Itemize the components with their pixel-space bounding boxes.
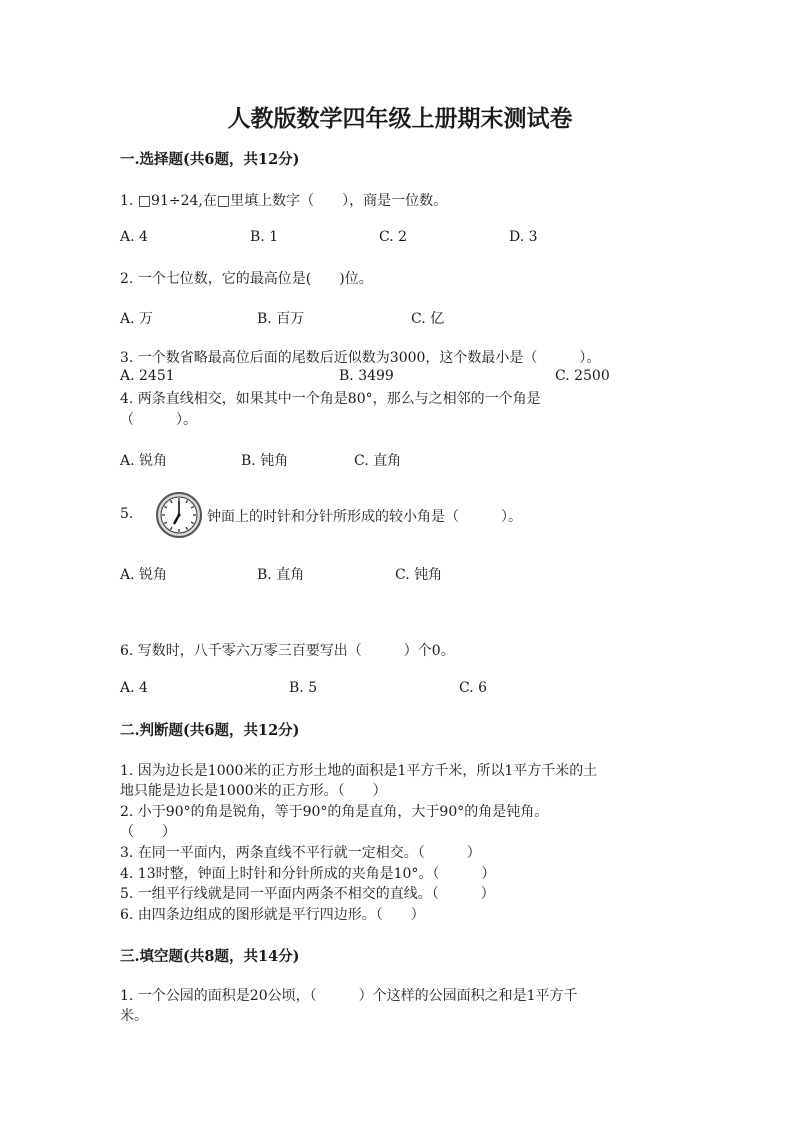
question-stem-continued: （ ）。 [120,412,197,428]
option: B. 百万 [257,311,305,327]
fill-item-continued: 米。 [120,1008,148,1024]
judge-item: 2. 小于90°的角是锐角，等于90°的角是直角，大于90°的角是钝角。 [120,804,549,820]
option: B. 5 [289,680,318,696]
judge-item: 1. 因为边长是1000米的正方形土地的面积是1平方千米，所以1平方千米的土 [120,763,598,779]
option: C. 2 [379,229,408,245]
option: A. 锐角 [120,453,168,469]
section-heading-judge: 二.判断题(共6题，共12分) [120,722,300,739]
section-heading-fill: 三.填空题(共8题，共14分) [120,948,300,965]
question-stem: 2. 一个七位数，它的最高位是( )位。 [120,271,373,287]
option: C. 亿 [411,311,445,327]
option: A. 2451 [120,368,175,384]
judge-item-continued: 地只能是边长是1000米的正方形。（ ） [120,783,387,799]
page-title: 人教版数学四年级上册期末测试卷 [227,105,573,132]
question-stem: 3. 一个数省略最高位后面的尾数后近似数为3000，这个数最小是（ ）。 [120,350,601,366]
option: C. 6 [459,680,488,696]
option: B. 钝角 [241,453,289,469]
question-stem: 钟面上的时针和分针所形成的较小角是（ ）。 [207,509,522,525]
judge-item: 6. 由四条边组成的图形就是平行四边形。（ ） [120,907,425,923]
option: B. 1 [250,229,279,245]
question-number: 5. [120,506,134,522]
question-stem: 4. 两条直线相交，如果其中一个角是80°，那么与之相邻的一个角是 [120,391,541,407]
option: C. 直角 [354,453,402,469]
judge-item: 4. 13时整，钟面上时针和分针所成的夹角是10°。（ ） [120,866,496,882]
section-heading-choice: 一.选择题(共6题，共12分) [120,151,300,168]
option: A. 4 [120,229,148,245]
judge-item: 3. 在同一平面内，两条直线不平行就一定相交。（ ） [120,845,481,861]
option: A. 万 [120,311,154,327]
option: B. 直角 [257,567,305,583]
option: A. 锐角 [120,567,168,583]
option: B. 3499 [339,368,394,384]
question-stem: 6. 写数时，八千零六万零三百要写出（ ）个0。 [120,643,455,659]
option: C. 钝角 [395,567,443,583]
judge-item: 5. 一组平行线就是同一平面内两条不相交的直线。（ ） [120,886,495,902]
judge-item-continued: （ ） [120,824,176,840]
option: A. 4 [120,680,148,696]
question-stem: 1. □91÷24,在□里填上数字（ ），商是一位数。 [120,193,448,209]
option: C. 2500 [555,368,610,384]
option: D. 3 [509,229,538,245]
fill-item: 1. 一个公园的面积是20公顷，（ ）个这样的公园面积之和是1平方千 [120,988,578,1004]
clock-icon [155,491,203,539]
